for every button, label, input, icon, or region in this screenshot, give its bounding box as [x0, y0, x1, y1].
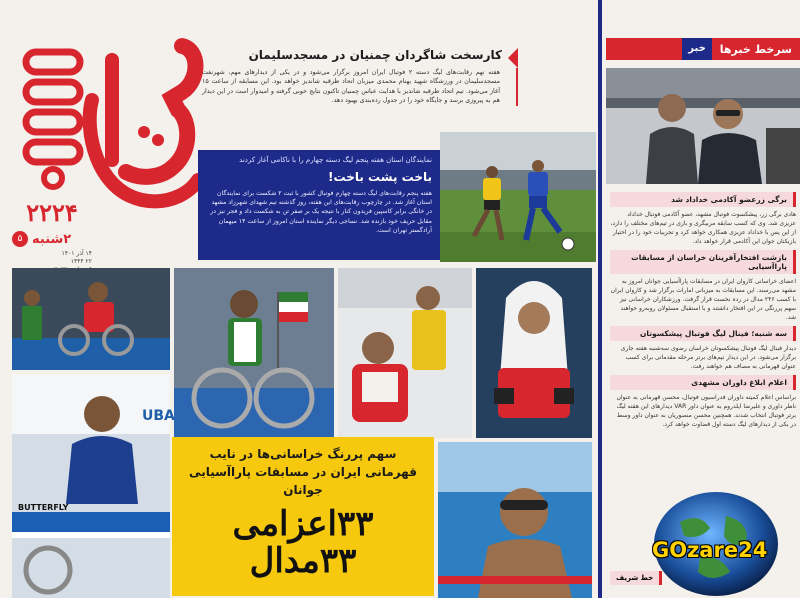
sidebar-item — [606, 250, 800, 322]
sidebar-item — [606, 192, 800, 246]
football-match-photo — [440, 132, 596, 262]
weekday-number: ۵ — [12, 231, 28, 247]
top-story-body: هفته نهم رقابت‌های لیگ دسته ۲ فوتبال ایران امروز برگزار می‌شود و در یکی از دیدارهای مهم، شهرنفت مسجدسلیمان در ورزشگاه شهید بهنام محمدی میزبان اتحاد طرقبه شاندیز خواهد بود. این مسابقه از ساعت ۱۵ آغاز می‌شود. تیم اتحاد طرقبه شاندیز با هدایت عباس چمنیان تاکنون نتایج خوبی گرفته و امیدوار است در این دیدار هم به پیروزی برسد و جایگاه خود را در جدول رده‌بندی بهبود دهد. — [202, 68, 518, 106]
main-story-subheadline: سهم پررنگ خراسانی‌ها در نایب قهرمانی ایران در مسابقات پاراآسیایی جوانان — [189, 447, 417, 497]
top-story-headline: کارسخت شاگردان چمنیان در مسجدسلیمان — [248, 48, 502, 62]
masthead — [12, 30, 202, 266]
svg-text:UBA: UBA — [142, 408, 175, 424]
sidebar-item-body: هادی برگی زر، پیشکسوت فوتبال مشهد، عضو آکادمی فوتبال خداداد عزیزی شد. وی که کسب سابقه مربیگری و بازی در تیم‌های مختلف را دارد، از این پس با خداداد عزیزی همکاری خواهد کرد و تجربیات خود را در اختیار بازیکنان جوان این آکادمی قرار خواهد داد. — [610, 211, 796, 245]
officials-photo — [606, 68, 800, 184]
sidebar-item-title[interactable]: بازشت افتخارآفرینان خراسان از مسابقات پاراآسیایی — [610, 250, 796, 274]
athlete-photo-table-tennis — [12, 374, 175, 598]
sidebar-item-title[interactable]: اعلام ابلاغ داوران مشهدی — [610, 375, 796, 390]
sidebar-title: سرخط خبرها — [719, 42, 792, 56]
issue-number: ۲۲۲۴ — [26, 198, 78, 227]
watermark-text: GOzare24 — [652, 538, 768, 562]
top-story — [202, 48, 518, 142]
sidebar-header — [606, 38, 800, 60]
main-story-headline-line1: ۳۳اعزامی — [232, 504, 374, 544]
athlete-photo-boccia — [12, 268, 170, 370]
sidebar-footer-label[interactable]: خط شریف — [610, 571, 662, 585]
athlete-photo-powerlifting — [338, 268, 472, 438]
league-story-kicker: نمایندگان استان هفته پنجم لیگ دسته چهارم را با ناکامی آغاز کردند — [239, 156, 432, 164]
main-story-headline-line2: ۳۳مدال — [249, 540, 357, 581]
logo-vertical-mark — [18, 44, 88, 194]
league-story-headline: باخت پشت باخت! — [328, 169, 432, 184]
sidebar-item — [606, 375, 800, 429]
sidebar-item — [606, 326, 800, 371]
sidebar-item-body: دیدار فینال لیگ فوتبال پیشکسوتان خراسان رضوی سه‌شنبه هفته جاری برگزار می‌شود. در این دیدار تیم‌های برتر مرحله مقدماتی برای کسب عنوان قهرمانی به مصاف هم خواهند رفت. — [620, 345, 796, 370]
sidebar-tag: خبر — [682, 38, 712, 60]
logo-wordmark — [82, 40, 202, 220]
date-lunar: ۲۲ ۱۴۴۴ — [70, 258, 92, 266]
sidebar-item-title[interactable]: برگی زرعضو آکادمی خداداد شد — [610, 192, 796, 207]
svg-text:BUTTERFLY: BUTTERFLY — [18, 503, 69, 512]
weekday-badge — [12, 231, 92, 247]
league-story — [198, 150, 440, 260]
athlete-photo-swimmer — [438, 442, 592, 598]
athlete-photo-girl-hijab — [476, 268, 592, 438]
sidebar-item-body: براساس اعلام کمیته داوران فدراسیون فوتبال، محسن قهرمانی به عنوان ناظر داوری و علیرضا ایلدروم به عنوان داور VAR دیدارهای این هفته لیگ برتر فوتبال انتخاب شدند. همچنین محسن منصوریان به عنوان داور وسط در یکی از دیدارهای لیگ دسته اول قضاوت خواهد کرد. — [616, 394, 796, 428]
athlete-photo-wheelchair-flag — [174, 268, 334, 438]
main-story — [172, 437, 434, 596]
column-divider — [598, 0, 602, 598]
sidebar-item-title[interactable]: سه شنبه؛ فینال لیگ فوتبال پیشکسوتان — [610, 326, 796, 341]
league-story-body: هفته پنجم رقابت‌های لیگ دسته چهارم فوتبال کشور با ثبت ۲ شکست برای نمایندگان استان آغاز شد. در چارچوب رقابت‌های این هفته، روز گذشته تیم شهدای شهرزاد مشهد در خانگی برابر کاسپین فریدون کنار با نتیجه یک بر صفر تن به شکست داد و فجر نیز در مقابل حریف خود بازنده شد. نساجی دیگر نماینده استان امروز از ساعت ۱۴ میهمان آرادگستر تهران است. — [210, 189, 432, 234]
weekday-label: ۲شنبه — [32, 231, 72, 247]
sidebar-item-body: اعضای خراسانی کاروان ایران در مسابقات پاراآسیایی جوانان امروز به مشهد می‌رسند. این مسابقات به میزبانی امارات برگزار شد و کاروان ایران با کسب ۲۴۶ مدال در رده نخست قرار گرفت. ورزشکاران خراسانی نیز سهم پررنگی در این افتخار داشتند و با استقبال مسئولان روبه‌رو خواهند شد. — [610, 278, 796, 321]
date-solar: ۱۴ آذر ۱۴۰۱ — [61, 250, 92, 257]
